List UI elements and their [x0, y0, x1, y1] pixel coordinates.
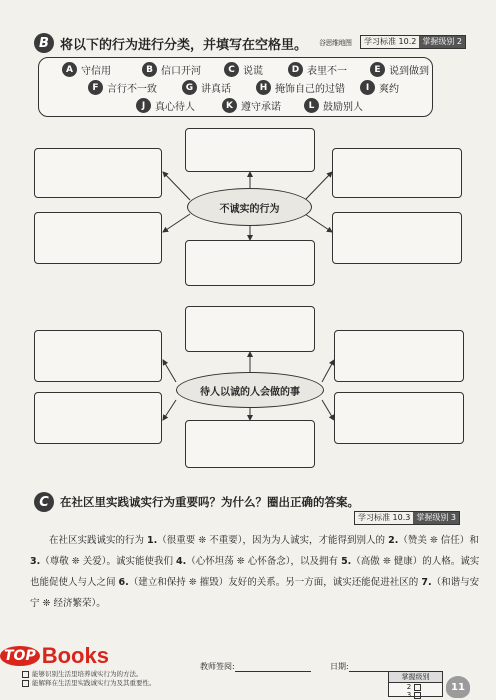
map1-box-top[interactable]: [185, 128, 315, 172]
option-text: 遵守承诺: [241, 102, 281, 113]
passage-text: ，以及拥有: [290, 556, 339, 567]
passage-text: 的人格。诚实也能促使人与人之间: [30, 556, 480, 588]
passage-text: ，因为为人诚实，才能得到别人的: [242, 535, 386, 546]
option-badge: K: [222, 98, 237, 113]
map1-box-left-top[interactable]: [34, 148, 162, 198]
option-badge: B: [142, 62, 157, 77]
map1-box-bottom[interactable]: [185, 240, 315, 286]
note-c: [22, 679, 156, 688]
option-badge: I: [360, 80, 375, 95]
option-badge: F: [88, 80, 103, 95]
section-c-title: 在社区里实践诚实行为重要吗？为什么？圈出正确的答案。: [60, 495, 359, 509]
choice-5[interactable]: （高傲 ❊ 健康）: [351, 556, 423, 567]
option-text: 说到做到: [389, 66, 429, 77]
arrow-line: [163, 172, 190, 200]
choice-1[interactable]: （很重要 ❊ 不重要）: [157, 535, 243, 546]
option-text: 鼓励别人: [323, 102, 363, 113]
option-badge: E: [370, 62, 385, 77]
option-text: 信口开河: [161, 66, 201, 77]
date-label: 日期:: [330, 662, 349, 671]
option-text: 爽约: [379, 84, 399, 95]
section-b-level-label: 掌握级别 2: [419, 36, 465, 48]
option-badge: J: [136, 98, 151, 113]
choice-2[interactable]: （赞美 ❊ 信任）: [398, 535, 470, 546]
note-c-box: [22, 680, 29, 687]
blank-number: 5.: [341, 556, 352, 567]
logo-top-text: TOP: [0, 646, 40, 666]
passage-text: 。诚实能使我们: [106, 556, 173, 567]
option-text: 掩饰自己的过错: [275, 84, 345, 95]
arrow-line: [163, 400, 176, 420]
passage-text: 友好的关系。另一方面，诚实还能促进社区的: [228, 577, 419, 588]
section-c-standard: [354, 511, 460, 525]
map2-center: 待人以诚的人会做的事: [176, 372, 324, 408]
map2-box-left-top[interactable]: [34, 330, 162, 382]
passage-text: 和: [469, 535, 479, 546]
map1-box-right-bottom[interactable]: [332, 212, 462, 264]
arrow-line: [163, 214, 190, 232]
section-c-standard-label: 学习标准 10.3: [358, 513, 411, 522]
option-badge: C: [224, 62, 239, 77]
topbooks-logo: [0, 636, 140, 676]
option-text: 守信用: [81, 66, 111, 77]
rating-3-box[interactable]: [414, 692, 421, 699]
option-badge: H: [256, 80, 271, 95]
choice-3[interactable]: （尊敬 ❊ 关爱）: [40, 556, 107, 567]
rating-title: 掌握级别: [389, 672, 442, 683]
passage-text: 。: [96, 598, 106, 609]
map2-box-top[interactable]: [185, 306, 315, 352]
blank-number: 7.: [421, 577, 432, 588]
map1-box-left-bottom[interactable]: [34, 212, 162, 264]
note-b-text: 能够识别生活里培养诚实行为的方法。: [32, 670, 143, 678]
section-b-title: 将以下的行为进行分类，并填写在空格里。: [60, 37, 308, 53]
blank-number: 2.: [388, 535, 399, 546]
map1-center: 不诚实的行为: [187, 188, 312, 226]
map2-box-right-top[interactable]: [334, 330, 464, 382]
blank-number: 1.: [147, 535, 158, 546]
rating-3-label: 3: [406, 691, 412, 699]
section-b-standard-label: 学习标准 10.2: [364, 37, 417, 46]
option-text: 讲真话: [201, 84, 231, 95]
map1-box-right-top[interactable]: [332, 148, 462, 198]
section-c-level-label: 掌握级别 3: [413, 512, 459, 524]
page-number: 11: [446, 676, 470, 698]
map2-box-bottom[interactable]: [185, 420, 315, 468]
arrow-line: [305, 214, 332, 232]
note-c-text: 能解释在生活里实践诚实行为及其重要性。: [32, 679, 156, 687]
rating-2-label: 2: [406, 683, 412, 691]
arrow-line: [322, 360, 334, 382]
blank-number: 6.: [118, 577, 129, 588]
map2-box-right-bottom[interactable]: [334, 392, 464, 444]
choice-4[interactable]: （心怀坦荡 ❊ 心怀备念）: [186, 556, 291, 567]
teacher-signature: [200, 661, 311, 672]
option-text: 真心待人: [155, 102, 195, 113]
arrow-line: [305, 172, 332, 200]
option-text: 说谎: [243, 66, 263, 77]
fill-in-passage: [30, 530, 480, 614]
mastery-rating-box: [388, 671, 443, 697]
rating-level-2: [389, 683, 442, 691]
rating-2-box[interactable]: [414, 684, 421, 691]
arrow-line: [163, 360, 176, 382]
blank-number: 4.: [176, 556, 187, 567]
teacher-sign-line[interactable]: [235, 662, 311, 672]
passage-text: 在社区实践诚实的行为: [49, 535, 145, 546]
section-c-header: [34, 492, 359, 512]
option-badge: A: [62, 62, 77, 77]
thinking-map-tag: 谷思维地图: [319, 39, 352, 47]
option-badge: G: [182, 80, 197, 95]
arrow-line: [322, 400, 334, 420]
option-badge: D: [288, 62, 303, 77]
choice-7[interactable]: （和谐与安宁 ❊ 经济繁荣）: [30, 577, 480, 609]
rating-level-3: [389, 691, 442, 699]
section-c-letter: C: [34, 492, 54, 512]
option-badge: L: [304, 98, 319, 113]
logo-books-text: Books: [41, 643, 109, 668]
option-text: 言行不一致: [107, 84, 157, 95]
teacher-sign-label: 教师签阅:: [200, 662, 235, 671]
map2-box-left-bottom[interactable]: [34, 392, 162, 444]
choice-6[interactable]: （建立和保持 ❊ 摧毁）: [128, 577, 229, 588]
blank-number: 3.: [30, 556, 41, 567]
section-b-letter: B: [34, 33, 54, 53]
option-text: 表里不一: [307, 66, 347, 77]
